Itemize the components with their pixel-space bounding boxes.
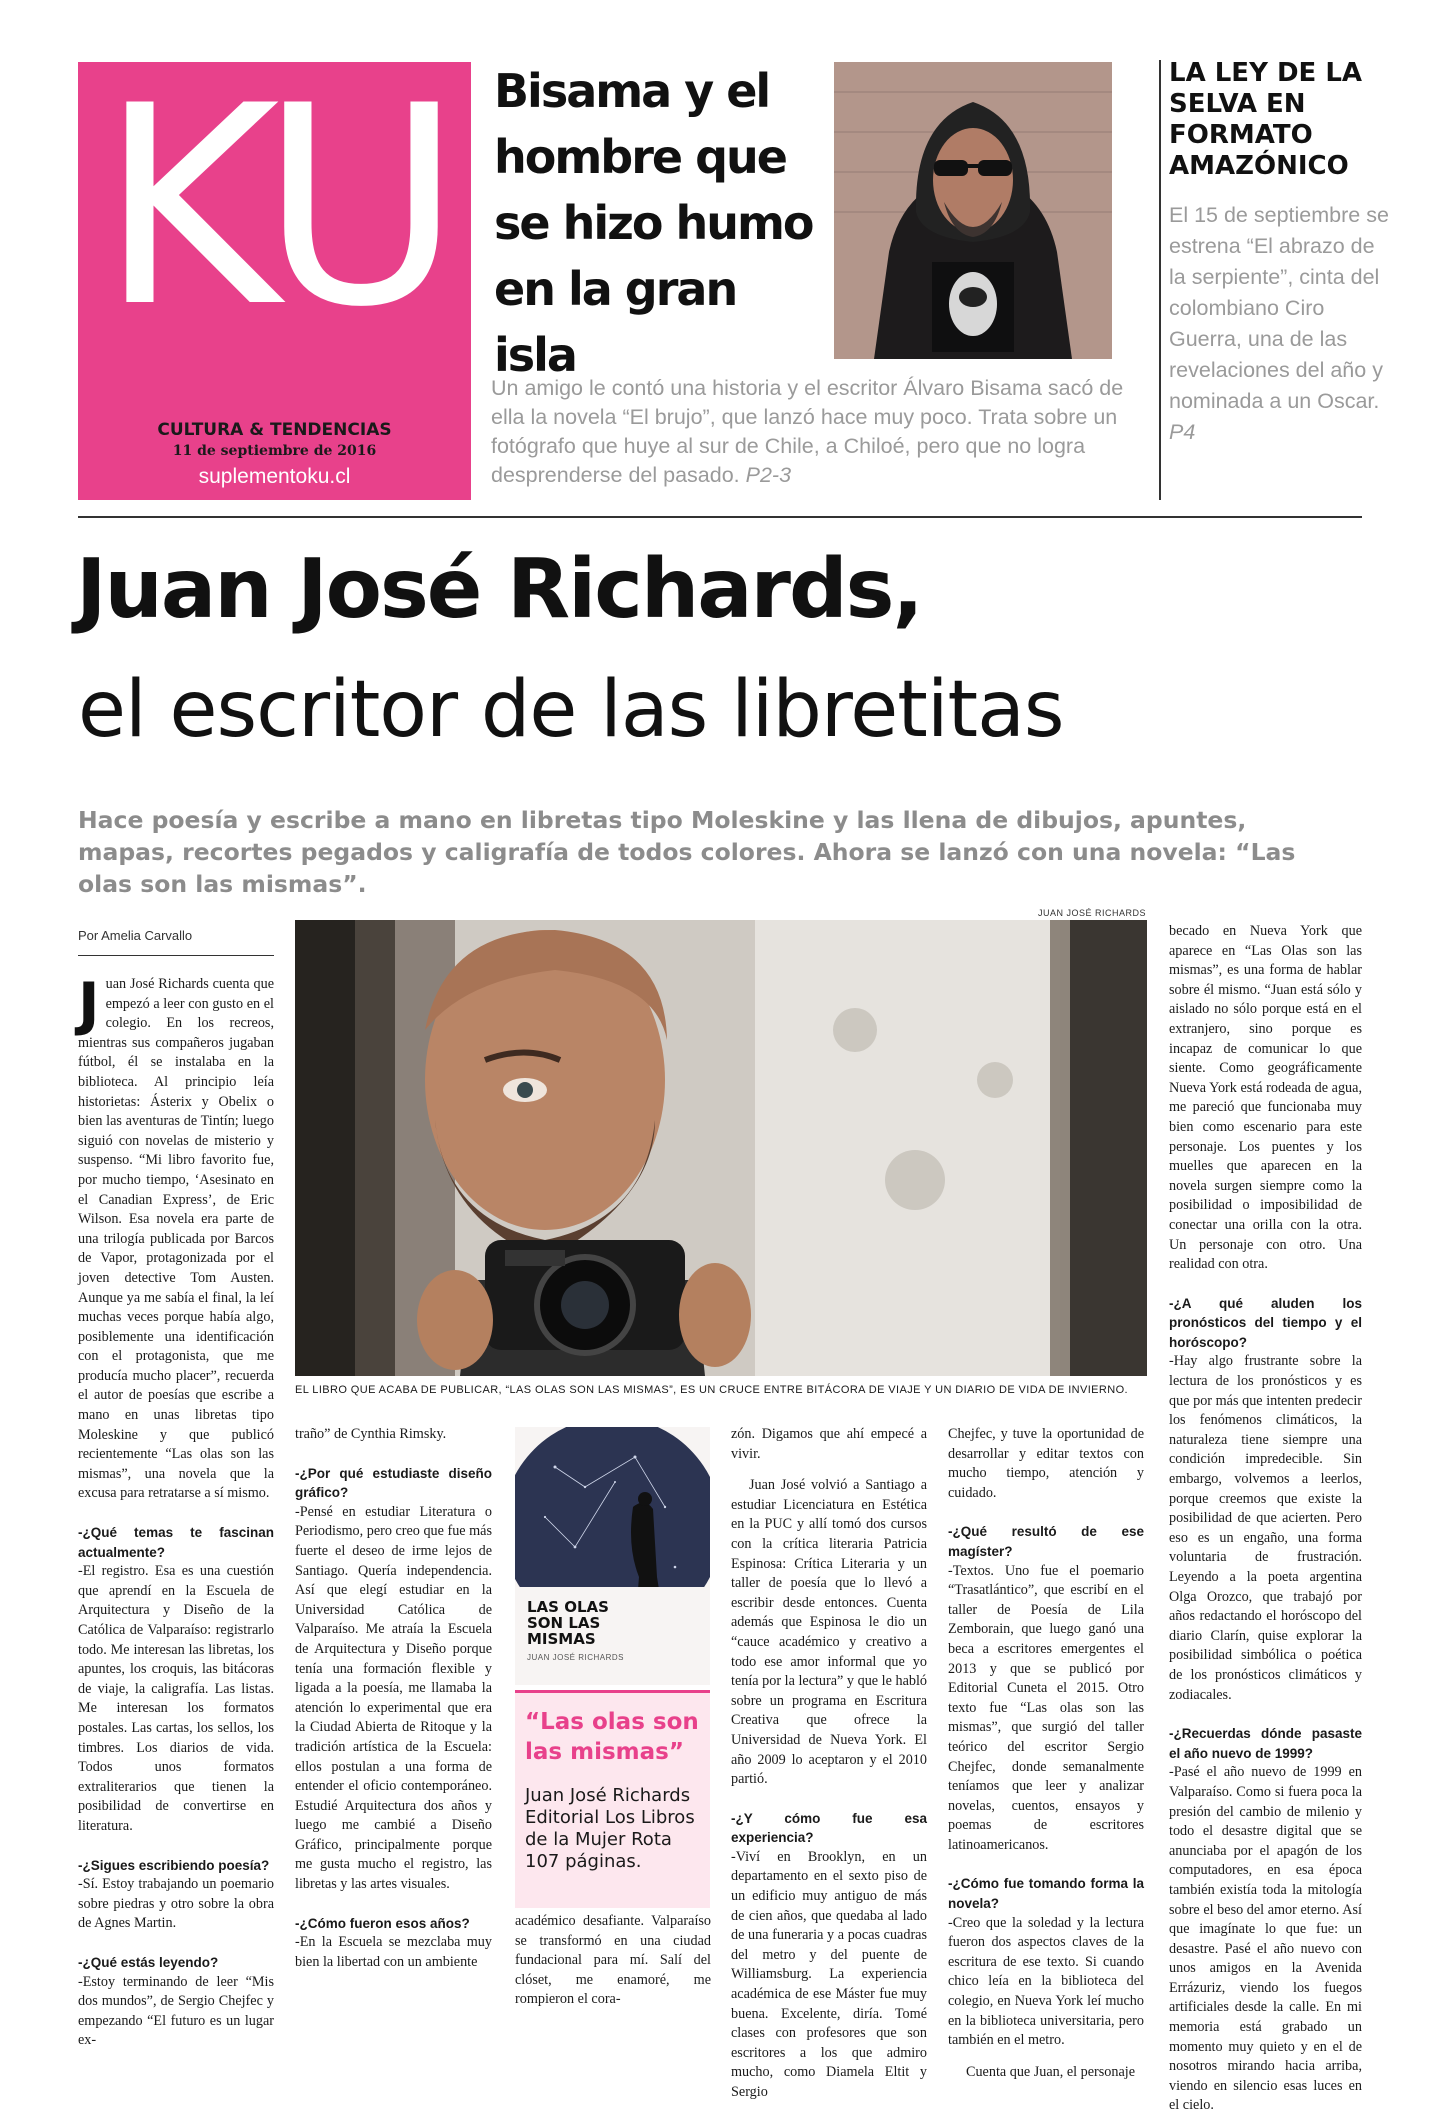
article-column-1 [78, 970, 274, 2051]
book-cover [515, 1427, 710, 1685]
section-name: CULTURA & TENDENCIAS [157, 420, 392, 440]
question: -¿Sigues escribiendo poesía? [78, 1857, 270, 1873]
article-column-3 [515, 1912, 711, 2010]
drop-cap: J [78, 970, 100, 1038]
paragraph: Chejfec, y tuve la oportunidad de desarrollar y editar textos con mucho tiempo, atención y cuidado. [948, 1426, 1144, 1501]
teaser2-title[interactable]: LA LEY DE LA SELVA EN FORMATO AMAZÓNICO [1169, 58, 1363, 181]
paragraph: traño” de Cynthia Rimsky. [295, 1426, 447, 1442]
ku-logo-box [78, 47, 471, 500]
paragraph: Juan José volvió a Santiago a estudiar Licenciatura en Estética en la PUC y allí tomó dos cursos con la crítica literaria Patricia Espinosa: Crítica Literaria y un taller de poesía que lo llevó a escribir desde entonces. Cuenta además que Espinosa le dio un “cauce académico y creativo a todo ese amor informal que yo tenía por la lectura” y que le habló sobre un programa en Escritura Creativa que ofrece la Universidad de Nueva York. El año 2009 lo aceptaron y el 2010 partió. [731, 1477, 927, 1788]
answer: -Estoy terminando de leer “Mis dos mundos”, de Sergio Chejfec y empezando “El futuro es un lugar ex- [78, 1973, 274, 2049]
teaser2-text: El 15 de septiembre se estrena “El abrazo de la serpiente”, cinta del colombiano Ciro Guerra, una de las revelaciones del año y nominada a un Oscar. [1169, 203, 1389, 413]
paragraph: becado en Nueva York que aparece en “Las Olas son las mismas”, es una forma de hablar sobre él mismo. “Juan está sólo y aislado no sólo porque está en el extranjero, sino porque es incapaz de comunicar lo que siente. Como geográficamente Nueva York está rodeada de agua, me pareció que funcionaba muy bien como escenario para este personaje. Los puentes y los muelles que aparecen en la novela surgen siempre como la posibilidad o imposibilidad de conectar una orilla con la otra. Un personaje con otro. Una realidad con otra. [1169, 923, 1362, 1273]
byline-rule [78, 955, 274, 956]
answer: -Textos. Uno fue el poemario “Trasatlántico”, que escribí en el taller de Poesía de Lila Zemborain, que luego ganó una beca a escritores emergentes el 2013 y que se publicó por Editorial Cuneta el 2015. Otro texto fue “Las olas son las mismas”, que surgió del taller teórico del escritor Sergio Chejfec, donde semanalmente teníamos que leer y analizar novelas, cuentos, ensayos y poemas de escritores latinoamericanos. [948, 1562, 1144, 1853]
book-info-box [515, 1690, 710, 1908]
byline: Por Amelia Carvallo [78, 928, 193, 943]
question: -¿Y cómo fue esa experiencia? [731, 1810, 927, 1846]
question: -¿Recuerdas dónde pasaste el año nuevo de 1999? [1169, 1726, 1362, 1761]
answer: -Viví en Brooklyn, en un departamento en el sexto piso de un edificio muy antiguo de más de cien años, que quedaba al lado de una funeraria y a pocas cuadras del metro y del puente de Williamsburg. La experiencia académica de ese Máster fue muy buena. Excelente, diría. Tomé clases con profesores que son escritores a los que admiro mucho, como Diamela Eltit y Sergio [731, 1848, 927, 2100]
question: -¿Qué temas te fascinan actualmente? [78, 1525, 274, 1560]
person-portrait-illustration [834, 62, 1112, 359]
teaser1-text: Un amigo le contó una historia y el escritor Álvaro Bisama sacó de ella la novela “El brujo”, que lanzó hace muy poco. Trata sobre un fotógrafo que huye al sur de Chile, a Chiloé, pero que no logra desprenderse del pasado. [491, 376, 1124, 487]
article-column-6 [1169, 922, 1362, 2116]
teaser-divider [1159, 60, 1161, 500]
answer: -Pensé en estudiar Literatura o Periodismo, pero creo que fue más fuerte el deseo de irme lejos de Santiago. Quería independencia. Así que elegí estudiar en la Universidad Católica de Valparaíso. Me atraía la Escuela de Arquitectura y Diseño porque tenía una formación flexible y ligada a la poesía, me llamaba la atención lo experimental que era la Ciudad Abierta de Ritoque y la tradición artística de la Escuela: ellos postulan a una forma de entender el oficio contemporáneo. Estudié Arquitectura dos años y luego me cambié a Diseño Gráfico, principalmente porque me gusta mucho el registro, las libretas y las artes visuales. [295, 1503, 492, 1893]
answer: -Creo que la soledad y la lectura fueron dos aspectos claves de la escritura de ese texto. Si cuando chico leía en la biblioteca del colegio, en Nueva York leí mucho en la biblioteca universitaria, pero también en el metro. [948, 1914, 1144, 2049]
intro-text: uan José Richards cuenta que empezó a leer con gusto en el colegio. En los recreos, mientras sus compañeros jugaban fútbol, él se instalaba en la biblioteca. Al principio leía historietas: Ásterix y Obelix o bien las aventuras de Tintín; luego siguió con novelas de misterio y suspenso. “Mi libro favorito fue, por mucho tiempo, ‘Asesinato en el Canadian Express’, de Eric Wilson. Esa novela era parte de una trilogía publicada por Barcos de Vapor, protagonizada por el joven detective Tom Austen. Aunque ya me sabía el final, la leí muchas veces porque había algo, posiblemente una identificación con el protagonista, que me producía mucho placer”, recuerda el autor de poesías que escribe a mano en unas libretas tipo Moleskine y que publicó recientemente “Las olas son las mismas”, una novela que la excusa para retratarse a sí mismo. [78, 976, 274, 1502]
teaser-photo-bisama [834, 62, 1112, 359]
answer: -Pasé el año nuevo de 1999 en Valparaíso. Como si fuera poca la presión del cambio de milenio y todo el desastre digital que se anunciaba por el apagón de los computadores, en esa época también existía toda la mitología sobre el beso del amor eterno. Así que imagínate lo que fue: un desastre. Pasé el año nuevo con unos amigos en la Avenida Errázuriz, viendo los fuegos artificiales desde la calle. En mi memoria está grabado un momento muy quieto y en el de nosotros mirando hacia arriba, viendo en silencio esas luces en el cielo. [1169, 1764, 1362, 2114]
question: -¿Cómo fue tomando forma la novela? [948, 1876, 1144, 1912]
article-column-2 [295, 1425, 492, 1972]
teaser1-page-ref[interactable]: P2-3 [745, 463, 792, 487]
article-column-5 [948, 1425, 1144, 2082]
writer-with-camera-illustration [295, 920, 1147, 1376]
book-cover-author: JUAN JOSÉ RICHARDS [527, 1653, 625, 1662]
question: -¿Por qué estudiaste diseño gráfico? [295, 1465, 492, 1501]
book-publisher: Editorial Los Libros de la Mujer Rota [525, 1807, 695, 1850]
main-photo-writer [295, 920, 1147, 1376]
paragraph: zón. Digamos que ahí empecé a vivir. [731, 1426, 927, 1462]
masthead-divider [78, 516, 1362, 518]
intro-paragraph [78, 970, 274, 1504]
question: -¿Qué estás leyendo? [78, 1954, 219, 1970]
answer: -Hay algo frustrante sobre la lectura de los pronósticos y es que por más que intenten predecir los fenómenos climáticos, la naturaleza tiene siempre una condición impredecible. Sin embargo, volvemos a leerlos, porque creemos que existe la posibilidad de que acierten. Pero eso es un engaño, una forma voluntaria de frustración. Leyendo a la poeta argentina Olga Orozco, que trabajó por años redactando el horóscopo del diario Clarín, quise explorar la posibilidad simbólica o poética de los pronósticos climáticos y zodiacales. [1169, 1353, 1362, 1703]
site-url[interactable]: suplementoku.cl [198, 465, 351, 488]
question: -¿Qué resultó de ese magíster? [948, 1524, 1144, 1559]
question: -¿A qué aluden los pronósticos del tiempo y el horóscopo? [1169, 1295, 1362, 1350]
issue-date: 11 de septiembre de 2016 [172, 443, 377, 459]
book-title-quote: “Las olas son las mismas” [525, 1709, 699, 1765]
headline-line2: el escritor de las libretitas [78, 665, 1064, 755]
article-column-4 [731, 1425, 927, 2103]
paragraph: académico desafiante. Valparaíso se transformó en una ciudad fundacional para mí. Salí del clóset, me enamoré, me rompieron el cora- [515, 1913, 711, 2008]
book-details [525, 1785, 707, 1873]
photo-credit: JUAN JOSÉ RICHARDS [1037, 908, 1146, 918]
spacer [948, 2051, 1144, 2063]
answer: -El registro. Esa es una cuestión que aprendí en la Escuela de Arquitectura y Diseño de la Católica de Valparaíso: registrarlo todo. Me interesan las libretas, los apuntes, los croquis, las bitácoras de viaje, la caligrafía. Las listas. Me interesan los formatos postales. Las cartas, los sellos, los timbres. Los diarios de vida. Todos unos formatos extraliterarios que tienen la posibilidad de convertirse en literatura. [78, 1563, 274, 1834]
teaser2-summary [1169, 200, 1389, 448]
teaser2-page-ref[interactable]: P4 [1169, 420, 1196, 444]
paragraph: Cuenta que Juan, el personaje [966, 2063, 1136, 2080]
lead-paragraph: Hace poesía y escribe a mano en libretas tipo Moleskine y las llena de dibujos, apuntes, mapas, recortes pegados y caligrafía de todos colores. Ahora se lanzó con una novela: “Las olas son las mismas”. [78, 806, 1296, 898]
answer: -En la Escuela se mezclaba muy bien la libertad con un ambiente [295, 1934, 492, 1970]
book-pages: 107 páginas. [525, 1851, 642, 1872]
answer: -Sí. Estoy trabajando un poemario sobre piedras y otro sobre la obra de Agnes Martin. [78, 1876, 274, 1932]
photo-caption: EL LIBRO QUE ACABA DE PUBLICAR, “LAS OLAS SON LAS MISMAS”, ES UN CRUCE ENTRE BITÁCORA DE VIAJE Y UN DIARIO DE VIDA DE INVIERNO. [295, 1384, 1129, 1396]
book-cover-title: LAS OLAS SON LAS MISMAS [527, 1598, 609, 1648]
book-author: Juan José Richards [525, 1785, 691, 1806]
teaser1-summary [491, 374, 1153, 490]
teaser1-title[interactable]: Bisama y el hombre que se hizo humo en la gran isla [494, 64, 813, 382]
spacer [731, 1464, 927, 1476]
question: -¿Cómo fueron esos años? [295, 1915, 470, 1931]
ku-logo: KU [99, 47, 450, 367]
headline-line1: Juan José Richards, [76, 542, 922, 637]
